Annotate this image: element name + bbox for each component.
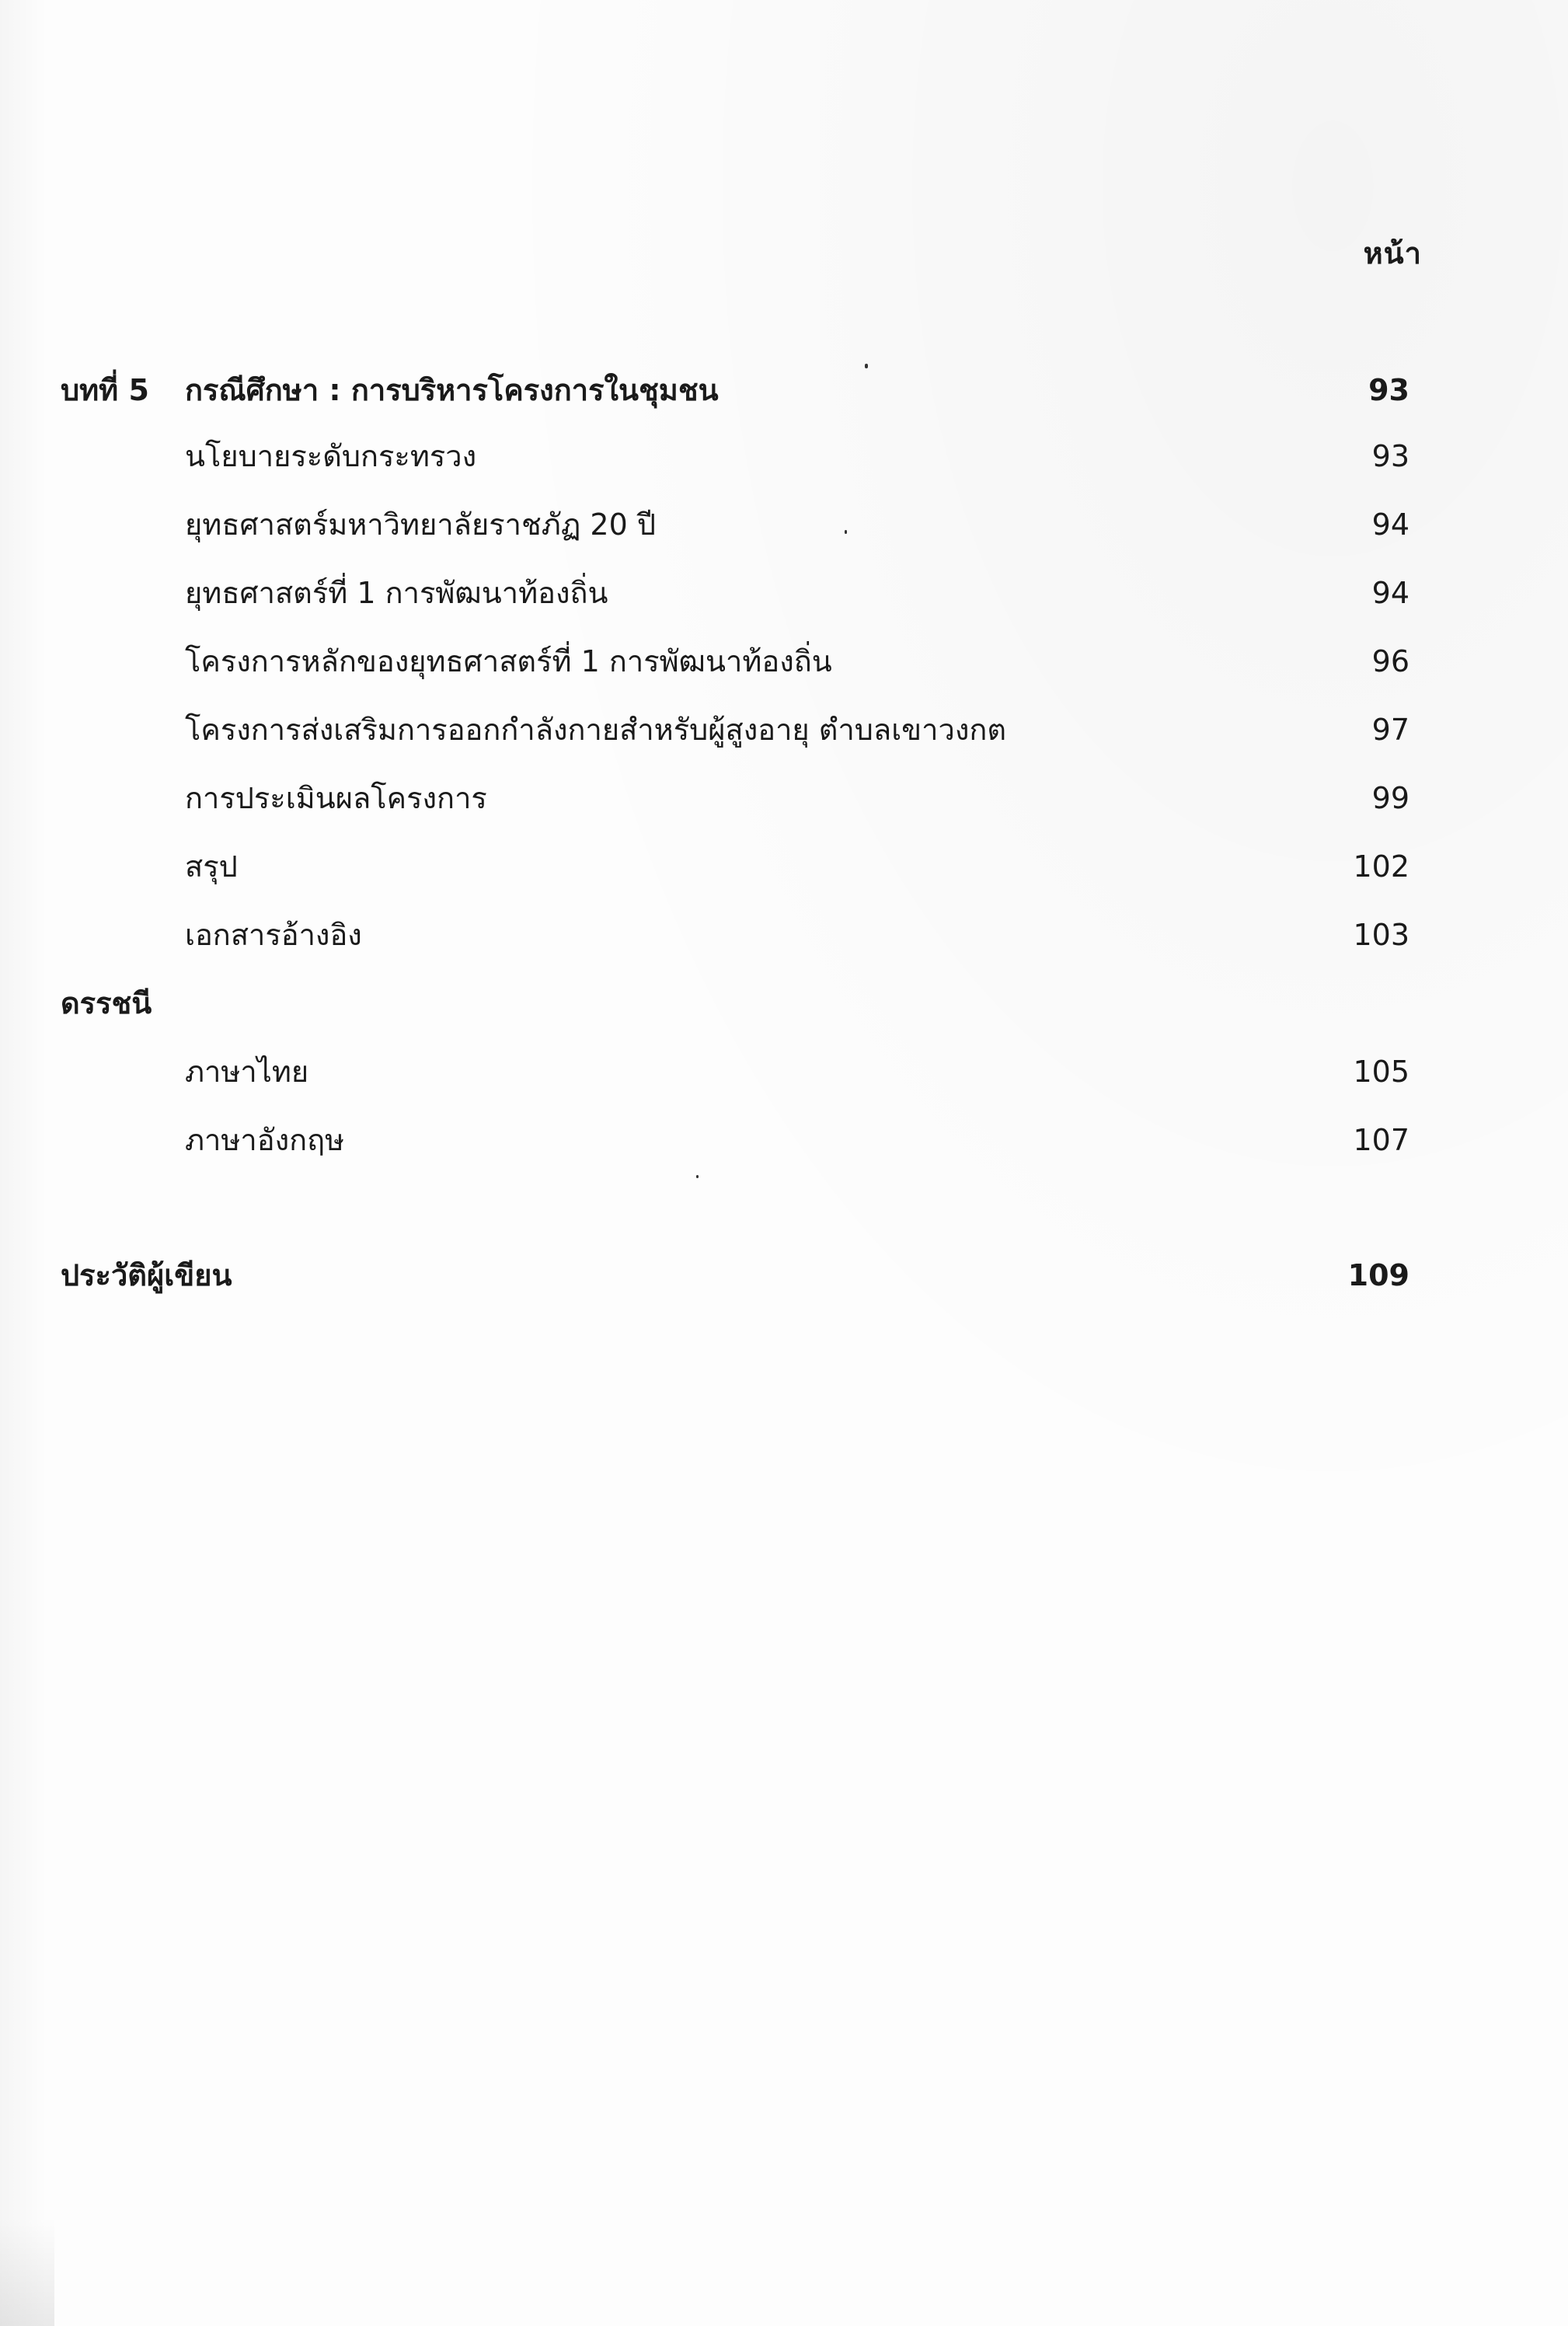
scan-speck — [845, 530, 847, 534]
toc-item-page: 107 — [1353, 1123, 1409, 1157]
toc-item-label: ยุทธศาสตร์มหาวิทยาลัยราชภัฏ 20 ปี — [185, 507, 656, 542]
toc-item-page: 93 — [1371, 439, 1409, 473]
chapter-page: 93 — [1368, 373, 1409, 407]
toc-item-page: 97 — [1371, 713, 1409, 747]
toc-item-page: 102 — [1353, 849, 1409, 884]
scan-speck — [865, 364, 868, 368]
toc-item — [0, 912, 1568, 958]
toc-item — [0, 706, 1568, 753]
toc-item — [0, 843, 1568, 890]
toc-item-label: การประเมินผลโครงการ — [185, 781, 487, 815]
toc-index-heading — [0, 980, 1568, 1027]
toc-item-label: สรุป — [185, 849, 238, 884]
toc-item — [0, 570, 1568, 616]
index-title: ดรรชนี — [61, 986, 152, 1020]
page-column-header: หน้า — [1363, 236, 1422, 270]
scan-speck — [696, 1175, 699, 1178]
toc-item-label: ภาษาอังกฤษ — [185, 1123, 345, 1157]
toc-item — [0, 638, 1568, 685]
toc-author-bio — [0, 1252, 1568, 1299]
toc-item-label: โครงการหลักของยุทธศาสตร์ที่ 1 การพัฒนาท้องถิ่น — [185, 644, 832, 678]
chapter-title: กรณีศึกษา : การบริหารโครงการในชุมชน — [185, 373, 719, 407]
toc-item-page: 103 — [1353, 918, 1409, 952]
toc-item-page: 94 — [1371, 507, 1409, 542]
author-bio-title: ประวัติผู้เขียน — [61, 1258, 232, 1292]
toc-item-label: เอกสารอ้างอิง — [185, 918, 362, 952]
toc-item — [0, 501, 1568, 548]
toc-item-page: 99 — [1371, 781, 1409, 815]
toc-item-label: โครงการส่งเสริมการออกกำลังกายสำหรับผู้สูงอายุ ตำบลเขาวงกต — [185, 713, 1007, 747]
toc-item-label: นโยบายระดับกระทรวง — [185, 439, 477, 473]
toc-item — [0, 775, 1568, 821]
toc-item — [0, 1048, 1568, 1095]
author-bio-page: 109 — [1347, 1258, 1409, 1292]
toc-chapter-5 — [0, 367, 1568, 413]
chapter-number: บทที่ 5 — [61, 373, 149, 407]
toc-item-label: ยุทธศาสตร์ที่ 1 การพัฒนาท้องถิ่น — [185, 576, 608, 610]
toc-item-page: 96 — [1371, 644, 1409, 678]
toc-item — [0, 1117, 1568, 1163]
toc-item-page: 94 — [1371, 576, 1409, 610]
toc-item-label: ภาษาไทย — [185, 1055, 309, 1089]
scan-shadow — [0, 2217, 54, 2326]
toc-item-page: 105 — [1353, 1055, 1409, 1089]
toc-item — [0, 433, 1568, 479]
